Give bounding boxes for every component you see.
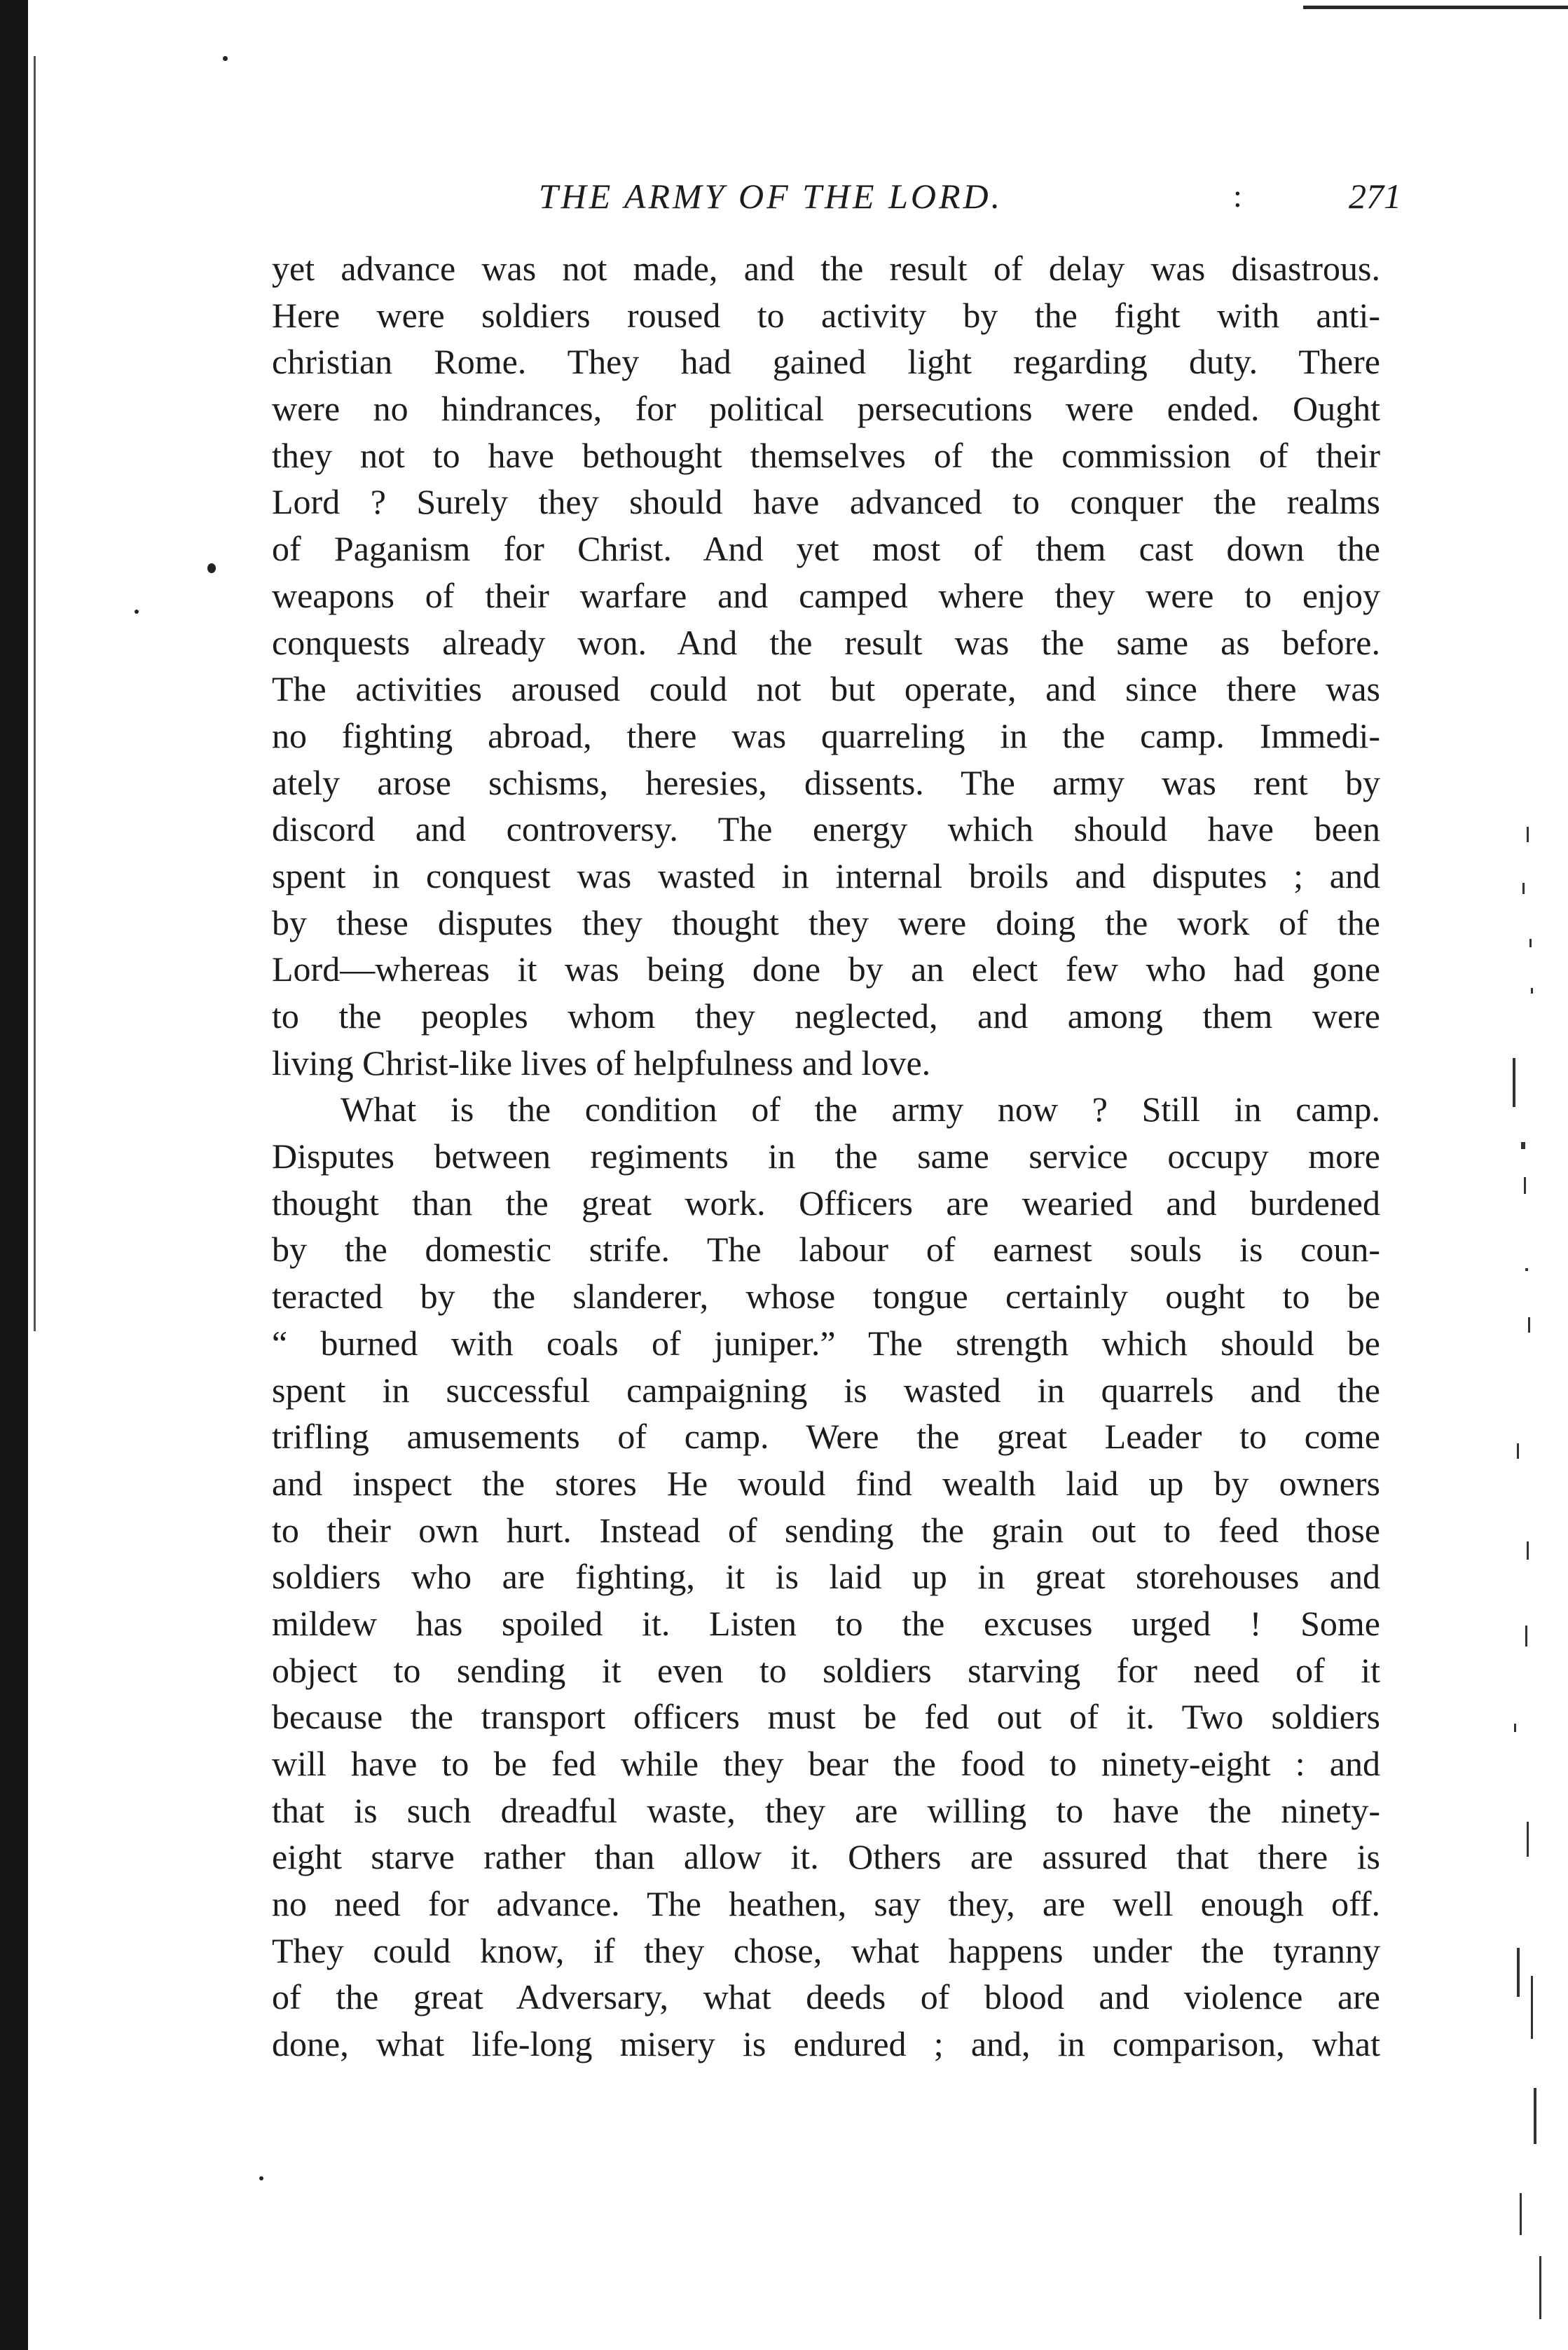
scan-top-rule xyxy=(1303,6,1568,9)
text-line: because the transport officers must be fed out of it. Two soldiers xyxy=(272,1697,1380,1737)
text-line: mildew has spoiled it. Listen to the excuses urged ! Some xyxy=(272,1603,1380,1643)
text-line: and inspect the stores He would find wealth laid up by owners xyxy=(272,1463,1380,1503)
text-line: will have to be fed while they bear the food to ninety-eight : and xyxy=(272,1744,1380,1783)
text-line: spent in conquest was wasted in internal broils and disputes ; and xyxy=(272,856,1380,895)
body-text xyxy=(272,245,1380,2068)
text-line: soldiers who are fighting, it is laid up in great storehouses and xyxy=(272,1557,1380,1597)
text-line: Disputes between regiments in the same service occupy more xyxy=(272,1136,1380,1176)
scan-margin-marks xyxy=(1510,827,1552,2326)
scan-binding-shadow xyxy=(34,56,36,1331)
text-line: object to sending it even to soldiers starving for need of it xyxy=(272,1650,1380,1690)
text-line: of the great Adversary, what deeds of blood and violence are xyxy=(272,1977,1380,2017)
text-line: christian Rome. They had gained light regarding duty. There xyxy=(272,342,1380,382)
text-line: eight starve rather than allow it. Others are assured that there is xyxy=(272,1837,1380,1877)
text-line: What is the condition of the army now ? Still in camp. xyxy=(341,1090,1380,1129)
paragraph xyxy=(272,1086,1380,2067)
text-line: Lord—whereas it was being done by an elect few who had gone xyxy=(272,949,1380,989)
text-line: of Paganism for Christ. And yet most of them cast down the xyxy=(272,529,1380,569)
scan-speck xyxy=(259,2176,263,2180)
text-line: yet advance was not made, and the result of delay was disastrous. xyxy=(272,249,1380,288)
running-head-mark: : xyxy=(1233,178,1242,214)
text-line: weapons of their warfare and camped where they were to enjoy xyxy=(272,575,1380,615)
text-line: no need for advance. The heathen, say they, are well enough off. xyxy=(272,1884,1380,1924)
text-line: Lord ? Surely they should have advanced to conquer the realms xyxy=(272,482,1380,522)
text-line: by the domestic strife. The labour of earnest souls is coun- xyxy=(272,1230,1380,1270)
text-line: trifling amusements of camp. Were the great Leader to come xyxy=(272,1417,1380,1457)
text-line: discord and controversy. The energy which should have been xyxy=(272,809,1380,849)
text-line: spent in successful campaigning is wasted in quarrels and the xyxy=(272,1370,1380,1410)
text-line: They could know, if they chose, what happens under the tyranny xyxy=(272,1930,1380,1970)
scan-speck xyxy=(207,563,216,573)
text-line: The activities aroused could not but operate, and since there was xyxy=(272,669,1380,709)
text-line: teracted by the slanderer, whose tongue certainly ought to be xyxy=(272,1277,1380,1317)
text-line: by these disputes they thought they were doing the work of the xyxy=(272,902,1380,942)
text-line: that is such dreadful waste, they are willing to have the ninety- xyxy=(272,1790,1380,1830)
running-title: THE ARMY OF THE LORD. xyxy=(538,177,1003,216)
text-line: Here were soldiers roused to activity by the fight with anti- xyxy=(272,295,1380,335)
running-head xyxy=(266,168,1401,224)
text-line: thought than the great work. Officers are wearied and burdened xyxy=(272,1183,1380,1223)
text-line: were no hindrances, for political persecutions were ended. Ought xyxy=(272,389,1380,429)
text-line: living Christ-like lives of helpfulness and love. xyxy=(272,1043,931,1083)
scan-speck xyxy=(223,56,228,61)
paragraph xyxy=(272,245,1380,1086)
text-line: to the peoples whom they neglected, and among them were xyxy=(272,996,1380,1036)
page-number: 271 xyxy=(1349,177,1401,216)
scan-speck xyxy=(135,610,139,614)
text-line: conquests already won. And the result was the same as before. xyxy=(272,622,1380,662)
scan-binding-edge xyxy=(0,0,28,2350)
text-line: ately arose schisms, heresies, dissents. The army was rent by xyxy=(272,762,1380,802)
text-line: “ burned with coals of juniper.” The strength which should be xyxy=(272,1323,1380,1363)
text-line: they not to have bethought themselves of the commission of their xyxy=(272,435,1380,475)
text-line: no fighting abroad, there was quarreling in the camp. Immedi- xyxy=(272,715,1380,755)
text-line: to their own hurt. Instead of sending the grain out to feed those xyxy=(272,1510,1380,1550)
text-line: done, what life-long misery is endured ; and, in comparison, what xyxy=(272,2024,1380,2064)
